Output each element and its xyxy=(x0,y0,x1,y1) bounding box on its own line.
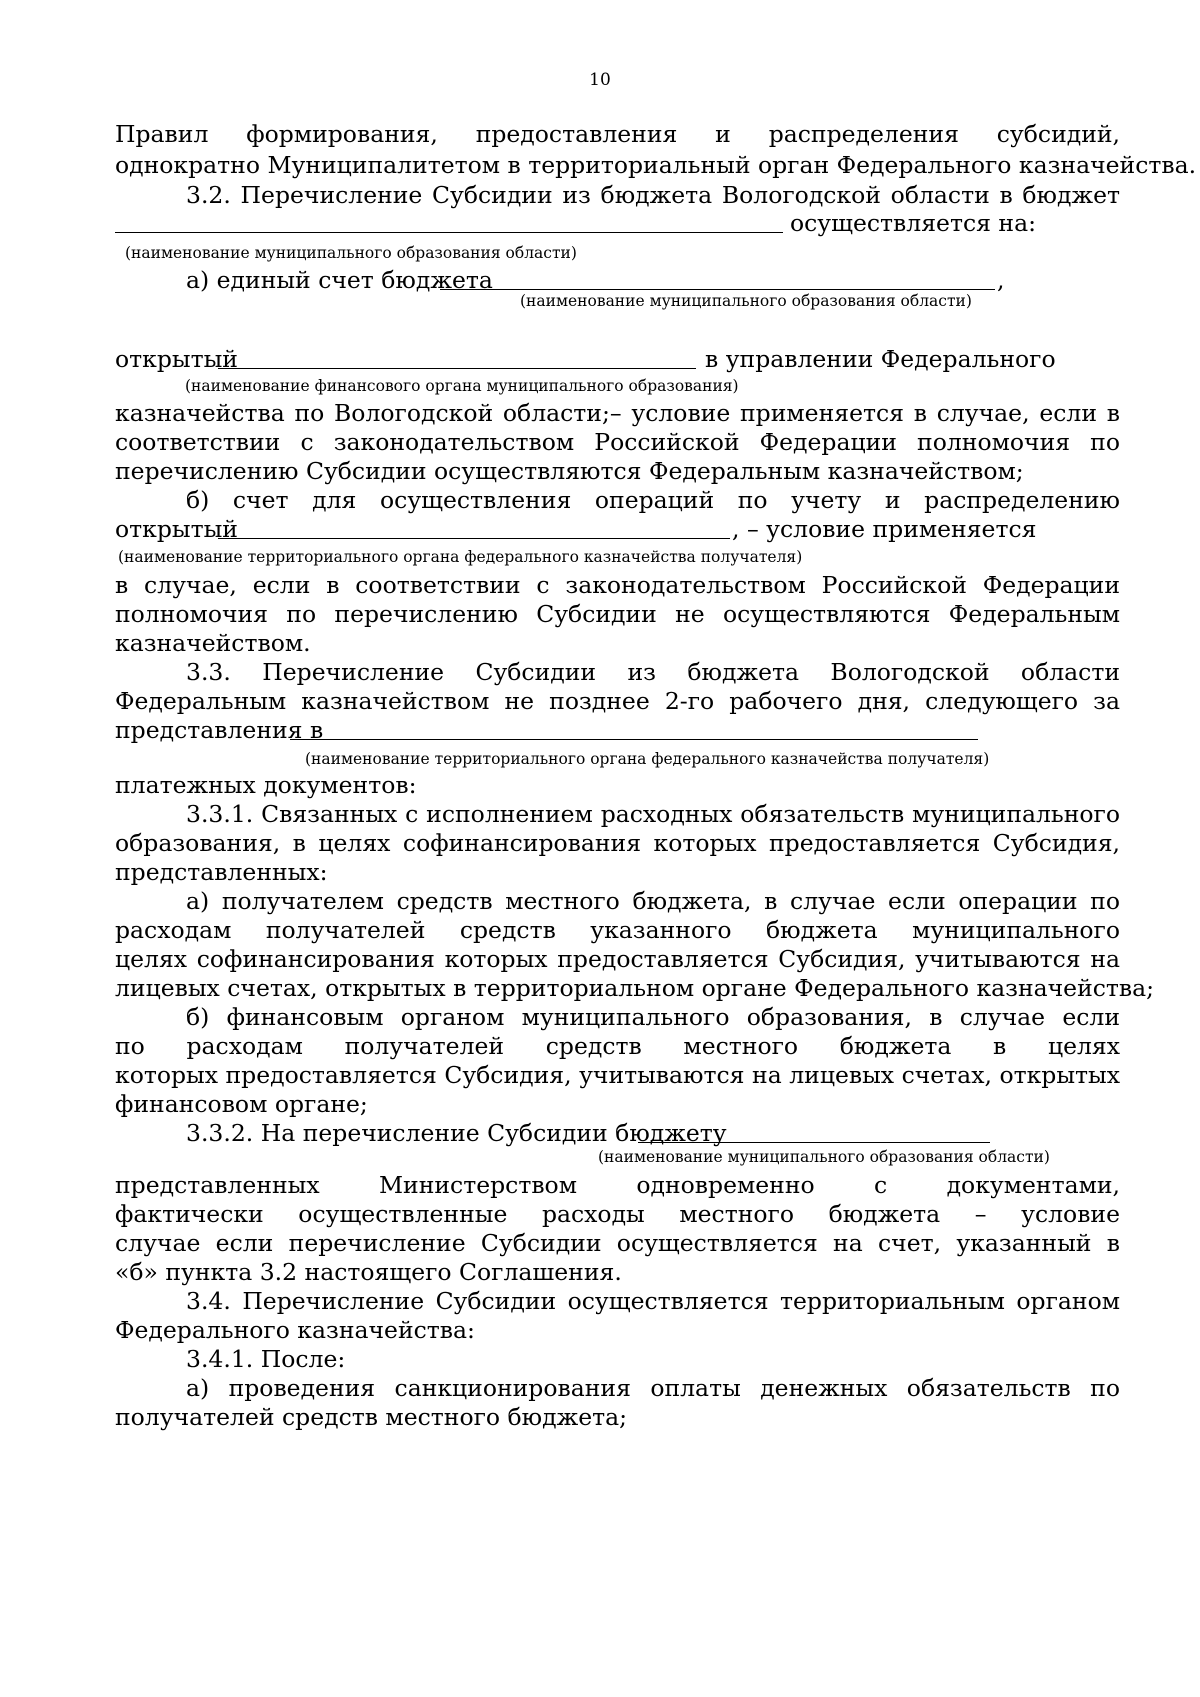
text-line: б) финансовым органом муниципального образования, в случае если xyxy=(186,1003,1120,1031)
text-line: однократно Муниципалитетом в территориальный орган Федерального казначейства. xyxy=(115,151,1197,179)
fill-line-row xyxy=(218,346,696,376)
text-line: а) получателем средств местного бюджета, в случае если операции по xyxy=(186,887,1120,915)
text-line: целях софинансирования которых предоставляется Субсидия, учитываются на xyxy=(115,945,1120,973)
text-line: лицевых счетах, открытых в территориальном органе Федерального казначейства; xyxy=(115,974,1155,1002)
text-line: перечислению Субсидии осуществляются Федеральным казначейством; xyxy=(115,457,1024,485)
text-line: расходам получателей средств указанного бюджета муниципального xyxy=(115,916,1120,944)
text-line: открытый xyxy=(115,345,238,373)
field-caption: (наименование муниципального образования области) xyxy=(125,244,577,262)
text-line: по расходам получателей средств местного бюджета в целях xyxy=(115,1032,1120,1060)
field-caption: (наименование территориального органа федерального казначейства получателя) xyxy=(118,548,803,566)
fill-line-row xyxy=(115,210,783,240)
text-line: фактически осуществленные расходы местного бюджета – условие xyxy=(115,1200,1120,1228)
text-line: в управлении Федерального xyxy=(705,345,1056,373)
text-line: представления в xyxy=(115,716,324,744)
text-line: в случае, если в соответствии с законодательством Российской Федерации xyxy=(115,571,1120,599)
text-line: получателей средств местного бюджета; xyxy=(115,1403,628,1431)
text-line: платежных документов: xyxy=(115,771,417,799)
field-caption: (наименование финансового органа муниципального образования) xyxy=(185,377,739,395)
text-line: полномочия по перечислению Субсидии не осуществляются Федеральным xyxy=(115,600,1120,628)
text-line: казначейства по Вологодской области;– условие применяется в случае, если в xyxy=(115,399,1120,427)
text-line: 3.4.1. После: xyxy=(186,1345,346,1373)
blank-field xyxy=(115,210,783,233)
text-line: которых предоставляется Субсидия, учитываются на лицевых счетах, открытых xyxy=(115,1061,1120,1089)
text-line: а) единый счет бюджета xyxy=(186,266,493,294)
text-line: 3.3.1. Связанных с исполнением расходных обязательств муниципального xyxy=(186,800,1120,828)
text-line: образования, в целях софинансирования которых предоставляется Субсидия, xyxy=(115,829,1120,857)
blank-field xyxy=(440,267,995,290)
text-line: соответствии с законодательством Российской Федерации полномочия по xyxy=(115,428,1120,456)
text-line: казначейством. xyxy=(115,629,311,657)
fill-line-row xyxy=(218,516,730,546)
text-line: , – условие применяется xyxy=(732,515,1037,543)
text-line: 3.2. Перечисление Субсидии из бюджета Вологодской области в бюджет xyxy=(186,181,1120,209)
text-line: открытый xyxy=(115,515,238,543)
field-caption: (наименование муниципального образования области) xyxy=(598,1148,1050,1166)
text-line: 3.3. Перечисление Субсидии из бюджета Вологодской области xyxy=(186,658,1120,686)
field-caption: (наименование территориального органа федерального казначейства получателя) xyxy=(305,750,990,768)
fill-line-row xyxy=(638,1120,990,1150)
text-line: 3.4. Перечисление Субсидии осуществляется территориальным органом xyxy=(186,1287,1120,1315)
blank-field xyxy=(290,717,978,740)
text-line: 3.3.2. На перечисление Субсидии бюджету xyxy=(186,1119,727,1147)
blank-field xyxy=(638,1120,990,1143)
fill-line-row xyxy=(290,717,978,747)
text-line: , xyxy=(997,266,1005,294)
field-caption: (наименование муниципального образования области) xyxy=(520,292,972,310)
text-line: представленных: xyxy=(115,858,328,886)
text-line: представленных Министерством одновременно с документами, xyxy=(115,1171,1120,1199)
blank-field xyxy=(218,516,730,539)
text-line: а) проведения санкционирования оплаты денежных обязательств по xyxy=(186,1374,1120,1402)
text-line: финансовом органе; xyxy=(115,1090,368,1118)
blank-field xyxy=(218,346,696,369)
text-line: Правил формирования, предоставления и распределения субсидий, xyxy=(115,120,1120,148)
text-line: Федерального казначейства: xyxy=(115,1316,475,1344)
text-line: осуществляется на: xyxy=(790,209,1036,237)
text-line: б) счет для осуществления операций по учету и распределению xyxy=(186,486,1120,514)
text-line: «б» пункта 3.2 настоящего Соглашения. xyxy=(115,1258,622,1286)
page-number: 10 xyxy=(589,70,611,90)
text-line: случае если перечисление Субсидии осуществляется на счет, указанный в xyxy=(115,1229,1120,1257)
text-line: Федеральным казначейством не позднее 2-го рабочего дня, следующего за xyxy=(115,687,1120,715)
